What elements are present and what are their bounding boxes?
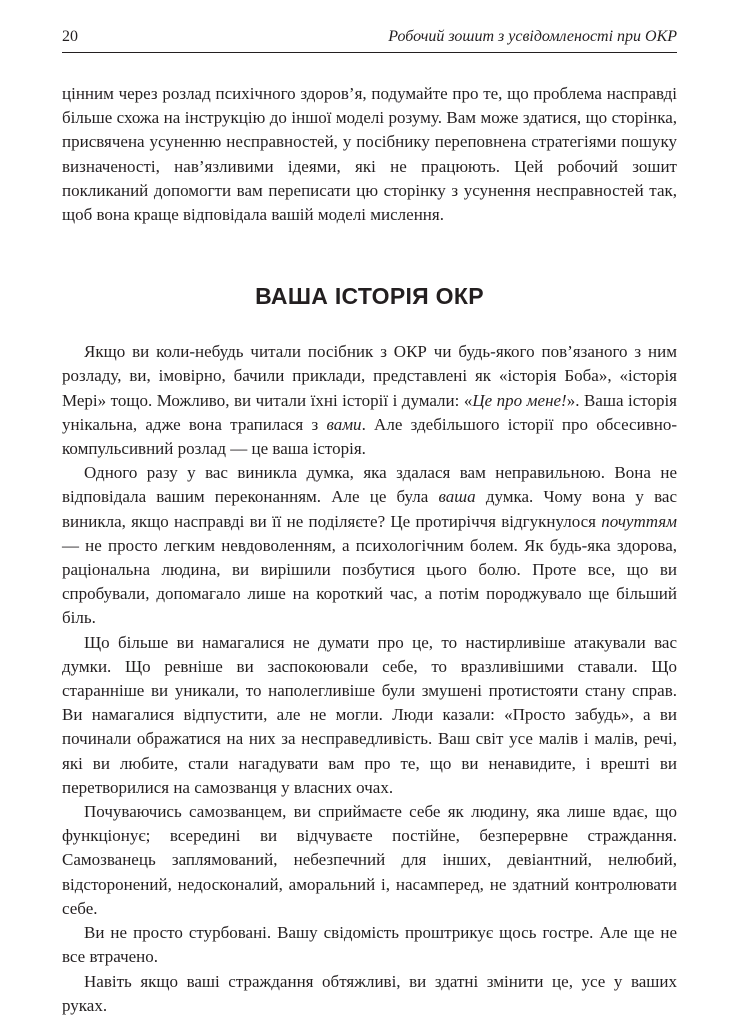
paragraph-2 <box>62 461 677 630</box>
paragraph-2-text-c: — не просто легким невдоволенням, а психологічним болем. Як будь-яка здорова, раціональна людина, ви вирішили позбутися цього болю. Проте все, що ви спробували, допомагало лише на короткий час, а потім породжувало ще більший біль. <box>62 535 677 628</box>
running-header <box>62 28 677 46</box>
book-title: Робочий зошит з усвідомленості при ОКР <box>388 28 677 45</box>
paragraph-1-text-a: Якщо ви коли-небудь читали посібник з ОКР чи будь-якого пов’язаного з ним розладу, ви, імовірно, бачили приклади, представлені як «історія Боба», «історія Мері» тощо. Можливо, ви читали їхні історії і думали: « <box>62 342 677 410</box>
paragraph-2-emphasis-b: почуттям <box>601 511 677 531</box>
paragraph-5: Ви не просто стурбовані. Вашу свідомість проштрикує щось гостре. Але ще не все втрачено. <box>62 923 677 967</box>
paragraph-4: Почуваючись самозванцем, ви сприймаєте себе як людину, яка лише вдає, що функціонує; всередині ви відчуваєте постійне, безперервне страждання. Самозванець заплямований, небезпечний для інших, девіантний, нелюбий, відсторонений, недосконалий, аморальний і, насамперед, не здатний контролювати себе. <box>62 802 677 918</box>
paragraph-2-text-a: Одного разу у вас виникла думка, яка здалася вам неправильною. Вона не відповідала вашим переконанням. Але це була <box>62 463 677 507</box>
section-heading: ВАША ІСТОРІЯ ОКР <box>255 283 484 310</box>
paragraph-1 <box>62 340 677 461</box>
page-body <box>62 82 677 1018</box>
paragraph-2-text-b: думка. Чому вона у вас виникла, якщо насправді ви її не поділяєте? Це протиріччя відгукнулося <box>62 487 677 531</box>
paragraph-1-text-b: ». Ваша історія унікальна, адже вона трапилася з <box>62 390 677 434</box>
intro-paragraph: цінним через розлад психічного здоров’я, подумайте про те, що проблема насправді більше схожа на інструкцію до іншої моделі розуму. Вам може здатися, що сторінка, присвячена усуненню несправностей, у посібнику переповнена стратегіями пошуку визначеності, нав’язливими ідеями, які не працюють. Цей робочий зошит покликаний допомогти вам переписати цю сторінку з усунення несправностей так, щоб вона краще відповідала вашій моделі мислення. <box>62 84 677 225</box>
paragraph-1-emphasis-a: Це про мене! <box>472 390 567 410</box>
header-rule <box>62 52 677 53</box>
paragraph-1-emphasis-b: вами <box>326 414 362 434</box>
paragraph-3: Що більше ви намагалися не думати про це, то настирливіше атакували вас думки. Що ревніше ви заспокоювали себе, то вразливішими ставали. Що старанніше ви уникали, то наполегливіше були змушені протистояти стану справ. Ви намагалися відпустити, але не могли. Люди казали: «Просто забудь», а ви починали ображатися на них за несправедливість. Ваш світ усе малів і малів, речі, які ви любите, стали нагадувати вам про те, що ви ненавидите, і врешті ви перетворилися на самозванця у власних очах. <box>62 632 677 797</box>
paragraph-6: Навіть якщо ваші страждання обтяжливі, ви здатні змінити це, усе у ваших руках. <box>62 971 677 1015</box>
paragraph-1-text-c: . Але здебільшого історії про обсесивно-компульсивний розлад — це ваша історія. <box>62 414 677 459</box>
page-number: 20 <box>62 28 78 45</box>
paragraph-2-emphasis-a: ваша <box>438 487 476 507</box>
